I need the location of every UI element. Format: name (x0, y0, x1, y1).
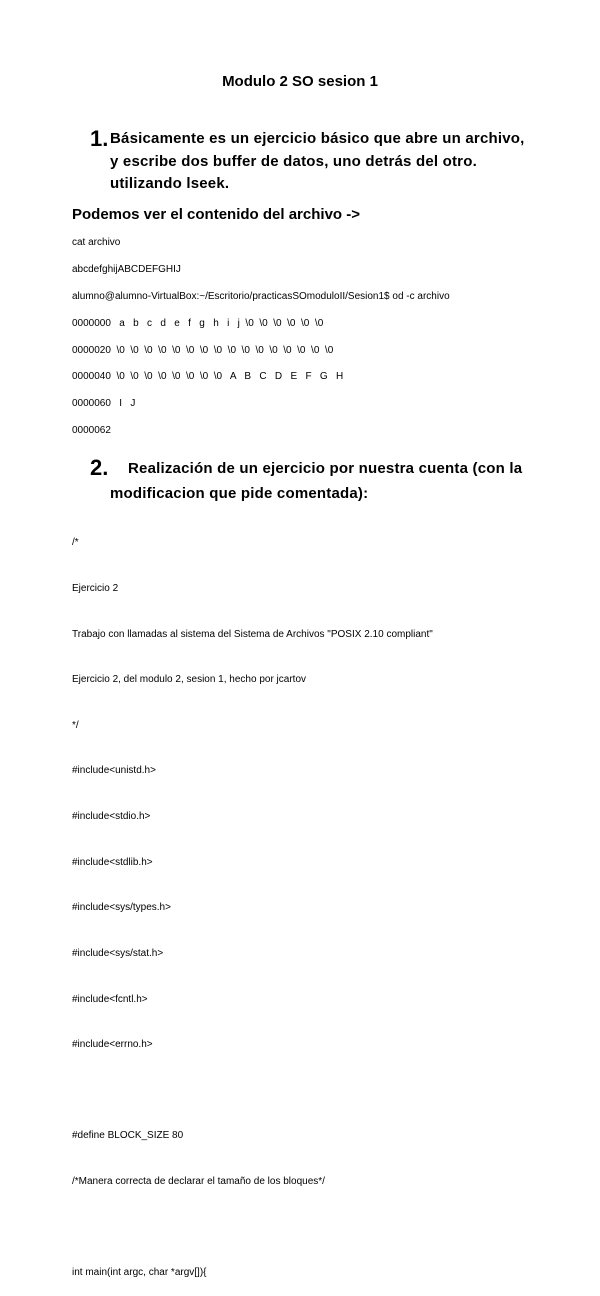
code-line: #include<sys/types.h> (72, 902, 171, 914)
code-line: #include<errno.h> (72, 1039, 153, 1051)
code-line: int main(int argc, char *argv[]){ (72, 1267, 207, 1279)
code-line (72, 1083, 433, 1098)
code-line: Ejercicio 2, del modulo 2, sesion 1, hecho por jcartov (72, 674, 307, 686)
code-line: Trabajo con llamadas al sistema del Sistema de Archivos "POSIX 2.10 compliant" (72, 628, 433, 640)
section-1-line-1: Básicamente es un ejercicio básico que abre un archivo, (110, 130, 525, 147)
code-line: /* (72, 537, 79, 549)
terminal-line: 0000062 (72, 425, 111, 436)
section-2-line-2: modificacion que pide comentada): (110, 485, 369, 502)
code-line: #define BLOCK_SIZE 80 (72, 1130, 184, 1142)
section-2-number: 2. (90, 455, 109, 480)
subheading: Podemos ver el contenido del archivo -> (72, 206, 360, 223)
code-line: #include<stdio.h> (72, 811, 151, 823)
terminal-line: alumno@alumno-VirtualBox:~/Escritorio/practicasSOmoduloII/Sesion1$ od -c archivo (72, 291, 450, 302)
section-1-line-2: y escribe dos buffer de datos, uno detrás del otro. (110, 153, 477, 170)
terminal-line: 0000020 \0 \0 \0 \0 \0 \0 \0 \0 \0 \0 \0 \0 \0 \0 \0 \0 (72, 345, 334, 356)
terminal-line: 0000040 \0 \0 \0 \0 \0 \0 \0 \0 A B C D E F G H (72, 371, 344, 382)
code-line: #include<fcntl.h> (72, 993, 148, 1005)
section-1-line-3: utilizando lseek. (110, 175, 230, 192)
code-line: #include<unistd.h> (72, 765, 156, 777)
page-title: Modulo 2 SO sesion 1 (222, 73, 378, 90)
code-line: Ejercicio 2 (72, 583, 119, 595)
code-line (72, 1220, 433, 1235)
code-line: */ (72, 719, 79, 731)
section-2-line-1: Realización de un ejercicio por nuestra cuenta (con la (128, 460, 523, 477)
code-line: #include<sys/stat.h> (72, 947, 164, 959)
code-block (72, 505, 433, 1296)
code-line: #include<stdlib.h> (72, 856, 153, 868)
terminal-line: 0000060 I J (72, 398, 136, 409)
terminal-line: 0000000 a b c d e f g h i j \0 \0 \0 \0 \0 \0 (72, 318, 324, 329)
terminal-line: cat archivo (72, 237, 121, 248)
code-line: /*Manera correcta de declarar el tamaño de los bloques*/ (72, 1175, 325, 1187)
terminal-line: abcdefghijABCDEFGHIJ (72, 264, 181, 275)
section-1-number: 1. (90, 126, 109, 151)
